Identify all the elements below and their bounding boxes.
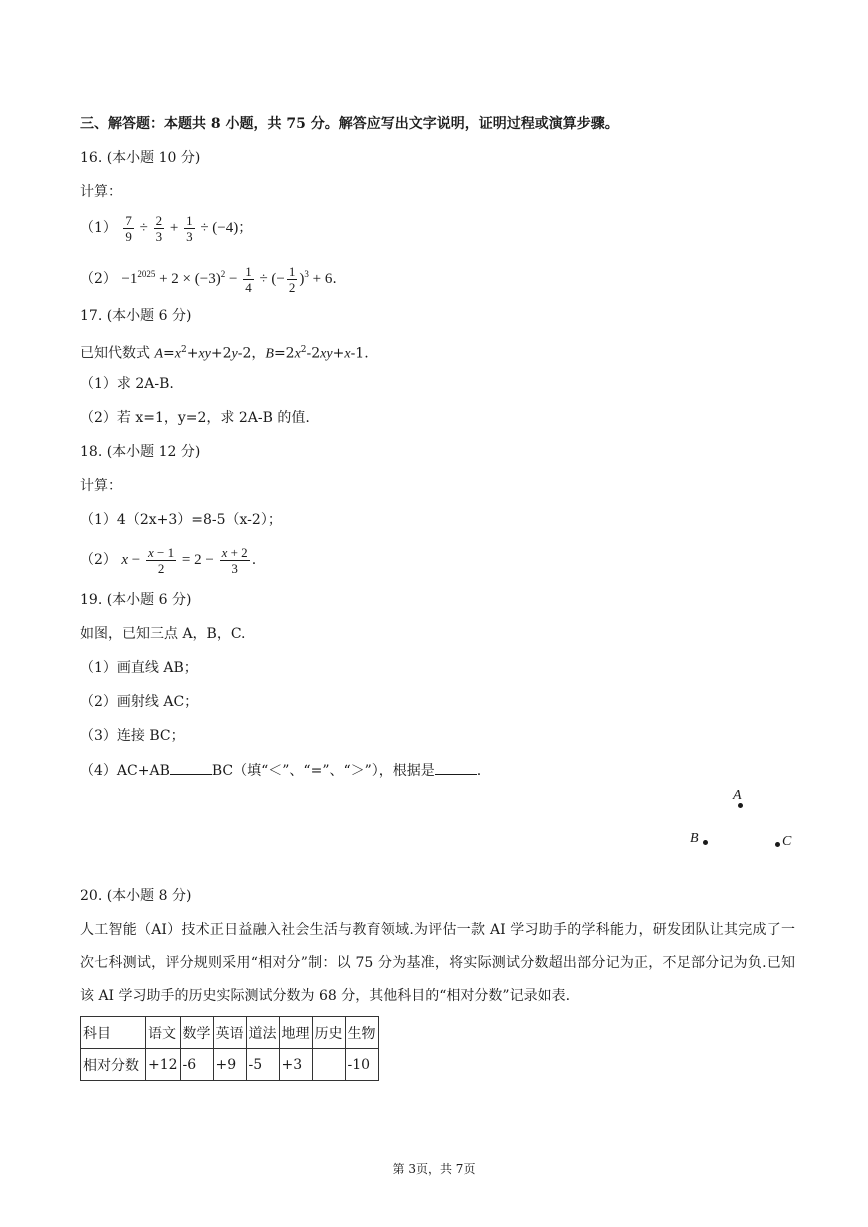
point-c-dot <box>775 842 780 847</box>
q19-part1: （1）画直线 AB； <box>80 660 198 676</box>
q18-part2-equation: x − $\frac{x - 1}{2}$ = 2 − $\frac{x + 2}{3}$ <box>121 545 248 577</box>
page-footer: 第 3页，共 7页 <box>392 1162 476 1176</box>
q19-part4-middle: BC（填“＜”、“=”、“＞”），根据是 <box>211 763 435 779</box>
table-header-cell: 历史 <box>312 1017 345 1049</box>
q18-title: 18. (本小题 12 分) <box>80 444 201 460</box>
q19-part4-end: . <box>476 763 482 779</box>
table-cell: -10 <box>345 1049 378 1081</box>
q16-part1-end: ； <box>238 220 253 236</box>
q19-part4 <box>80 760 481 781</box>
table-header-cell: 语文 <box>146 1017 181 1049</box>
answer-blank-2[interactable] <box>435 760 477 775</box>
table-cell: -6 <box>180 1049 213 1081</box>
q16-part2 <box>80 256 337 297</box>
section-header: 三、解答题：本题共 8 小题，共 75 分。解答应写出文字说明，证明过程或演算步骤。 <box>80 116 619 132</box>
table-cell: -5 <box>246 1049 279 1081</box>
q19-part3: （3）连接 BC； <box>80 728 185 744</box>
q18-part2 <box>80 542 256 578</box>
table-header-cell: 道法 <box>246 1017 279 1049</box>
q16-title: 16. (本小题 10 分) <box>80 150 201 166</box>
table-cell: +9 <box>213 1049 246 1081</box>
q16-part2-expression: $-1^{2025} + 2 \times (-3)^2$ − $\frac{1}{4}$ ÷ (− $\frac{1}{2}$ )$^3$ + 6 <box>121 264 333 296</box>
table-cell: 相对分数 <box>81 1049 146 1081</box>
table-header-cell: 数学 <box>180 1017 213 1049</box>
q20-text: 人工智能（AI）技术正日益融入社会生活与教育领域.为评估一款 AI 学习助手的学科能力，研发团队让其完成了一次七科测试，评分规则采用“相对分”制：以 75 分为基准，将实际测试分数超出部分记为正，不足部分记为负.已知该 AI 学习助手的历史实际测试分数为 68 分，其他科目的“相对分数”记录如表. <box>80 922 795 1004</box>
table-row <box>81 1017 379 1049</box>
table-cell-empty[interactable] <box>312 1049 345 1081</box>
q16-part2-label: （2） <box>80 271 117 287</box>
relative-score-table <box>80 1016 379 1081</box>
point-a-dot <box>738 803 743 808</box>
table-header-cell: 科目 <box>81 1017 146 1049</box>
table-cell: +12 <box>146 1049 181 1081</box>
q17-intro-lead: 已知代数式 <box>80 345 155 362</box>
point-c-label: C <box>782 834 792 849</box>
table-row <box>81 1049 379 1081</box>
table-header-cell: 地理 <box>279 1017 312 1049</box>
q16-part2-end: . <box>332 271 337 287</box>
q16-part1 <box>80 210 252 246</box>
point-b-dot <box>703 840 708 845</box>
q20-title: 20. (本小题 8 分) <box>80 888 192 904</box>
q17-intro: 已知代数式 $A=x^2+xy+2y-2$，$B=2x^2-2xy+x-1$. <box>80 345 369 362</box>
q19-part4-lead: （4）AC+AB <box>80 763 170 779</box>
point-a-label: A <box>733 788 742 803</box>
q16-intro: 计算： <box>80 184 122 200</box>
q19-title: 19. (本小题 6 分) <box>80 592 192 608</box>
q18-part1: （1）4（2x+3）=8-5（x-2）； <box>80 512 282 528</box>
table-cell: +3 <box>279 1049 312 1081</box>
q19-part2: （2）画射线 AC； <box>80 694 199 710</box>
q16-part1-label: （1） <box>80 220 117 236</box>
answer-blank-1[interactable] <box>170 760 212 775</box>
q18-intro: 计算： <box>80 478 122 494</box>
table-header-cell: 生物 <box>345 1017 378 1049</box>
q18-part2-label: （2） <box>80 552 117 568</box>
point-b-label: B <box>690 831 699 846</box>
q19-intro: 如图，已知三点 A，B，C. <box>80 626 246 642</box>
q17-part1: （1）求 2A-B. <box>80 376 174 392</box>
q17-title: 17. (本小题 6 分) <box>80 308 192 324</box>
q18-part2-end: . <box>251 552 257 568</box>
q17-part2: （2）若 x=1，y=2，求 2A-B 的值. <box>80 410 310 426</box>
q16-part1-expression: $\frac{7}{9}$ ÷ $\frac{2}{3}$ + $\frac{1}{3}$ ÷ (−4) <box>125 213 239 245</box>
table-header-cell: 英语 <box>213 1017 246 1049</box>
